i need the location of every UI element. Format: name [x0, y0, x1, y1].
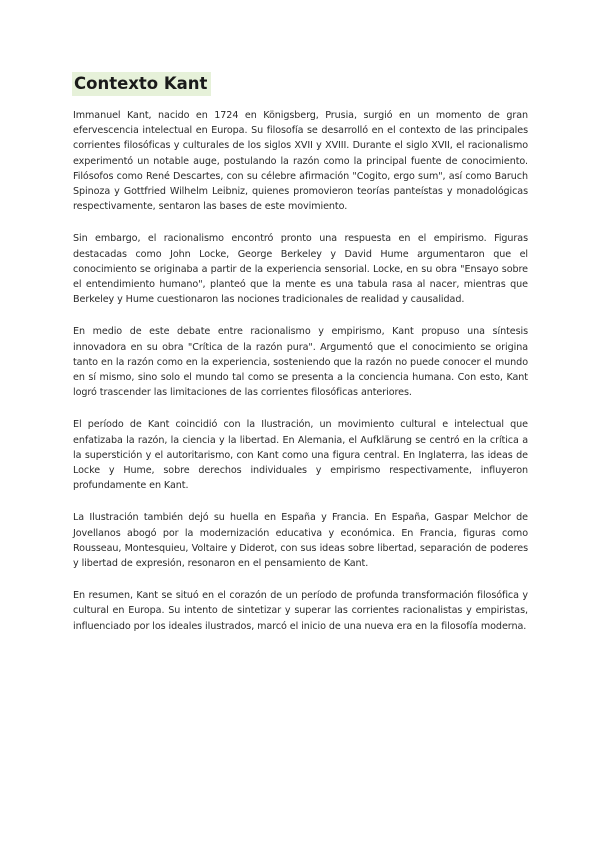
- paragraph-racionalismo: Immanuel Kant, nacido en 1724 en Königsberg, Prusia, surgió en un momento de gran efervescencia intelectual en Europa. Su filosofía se desarrolló en el contexto de las principales corrientes filosóficas y culturales de los siglos XVII y XVIII. Durante el siglo XVII, el racionalismo experimentó un notable auge, postulando la razón como la principal fuente de conocimiento. Filósofos como René Descartes, con su célebre afirmación "Cogito, ergo sum", así como Baruch Spinoza y Gottfried Wilhelm Leibniz, quienes promovieron teorías panteístas y monadológicas respectivamente, sentaron las bases de este movimiento.: [73, 110, 528, 213]
- paragraph-empirismo: Sin embargo, el racionalismo encontró pronto una respuesta en el empirismo. Figuras destacadas como John Locke, George Berkeley y David Hume argumentaron que el conocimiento se originaba a partir de la experiencia sensorial. Locke, en su obra "Ensayo sobre el entendimiento humano", planteó que la mente es una tabula rasa al nacer, mientras que Berkeley y Hume cuestionaron las nociones tradicionales de realidad y causalidad.: [73, 233, 528, 306]
- paragraph-espana-francia: La Ilustración también dejó su huella en España y Francia. En España, Gaspar Melchor de Jovellanos abogó por la modernización educativa y económica. En Francia, figuras como Rousseau, Montesquieu, Voltaire y Diderot, con sus ideas sobre libertad, separación de poderes y libertad de expresión, resonaron en el pensamiento de Kant.: [73, 512, 528, 570]
- paragraph-resumen: En resumen, Kant se situó en el corazón de un período de profunda transformación filosófica y cultural en Europa. Su intento de sintetizar y superar las corrientes racionalistas y empiristas, influenciado por los ideales ilustrados, marcó el inicio de una nueva era en la filosofía moderna.: [73, 590, 528, 632]
- paragraph-ilustracion: El período de Kant coincidió con la Ilustración, un movimiento cultural e intelectual que enfatizaba la razón, la ciencia y la libertad. En Alemania, el Aufklärung se centró en la crítica a la superstición y el autoritarismo, con Kant como una figura central. En Inglaterra, las ideas de Locke y Hume, sobre derechos individuales y empirismo respectivamente, influyeron profundamente en Kant.: [73, 419, 528, 492]
- document-title: Contexto Kant: [72, 72, 211, 96]
- paragraph-sintesis-kant: En medio de este debate entre racionalismo y empirismo, Kant propuso una síntesis innovadora en su obra "Crítica de la razón pura". Argumentó que el conocimiento se origina tanto en la razón como en la experiencia, sosteniendo que la razón no puede conocer el mundo en sí mismo, sino solo el mundo tal como se presenta a la conciencia humana. Con esto, Kant logró trascender las limitaciones de las corrientes filosóficas anteriores.: [73, 326, 528, 399]
- document-body: [73, 108, 528, 651]
